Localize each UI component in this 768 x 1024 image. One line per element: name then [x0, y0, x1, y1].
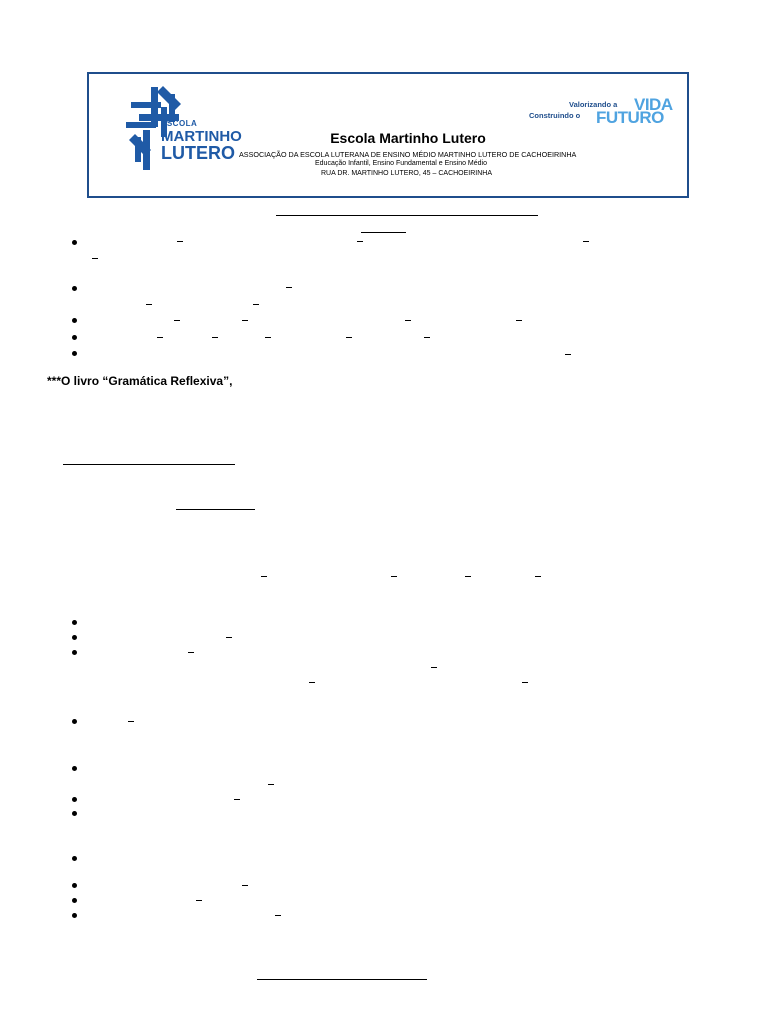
subtitle-underline [361, 232, 406, 233]
dash-mark [309, 682, 315, 683]
logo-escola-text: ESCOLA [161, 119, 198, 128]
motto [529, 94, 679, 132]
dash-mark [357, 241, 363, 242]
dash-mark [261, 576, 267, 577]
list-bullet [72, 913, 77, 918]
dash-mark [275, 915, 281, 916]
dash-mark [188, 652, 194, 653]
dash-mark [177, 241, 183, 242]
dash-mark [196, 900, 202, 901]
list-bullet [72, 883, 77, 888]
dash-mark [535, 576, 541, 577]
footer-heading-underline [257, 979, 427, 980]
school-name: Escola Martinho Lutero [330, 130, 486, 146]
dash-mark [146, 304, 152, 305]
list-bullet [72, 719, 77, 724]
dash-mark [522, 682, 528, 683]
dash-mark [516, 320, 522, 321]
dash-mark [391, 576, 397, 577]
dash-mark [565, 354, 571, 355]
dash-mark [174, 320, 180, 321]
dash-mark [128, 721, 134, 722]
list-bullet [72, 856, 77, 861]
association-line: ASSOCIAÇÃO DA ESCOLA LUTERANA DE ENSINO MÉDIO MARTINHO LUTERO DE CACHOEIRINHA [239, 150, 577, 159]
dash-mark [286, 287, 292, 288]
section-heading-underline [63, 464, 235, 465]
list-bullet [72, 335, 77, 340]
dash-mark [234, 799, 240, 800]
list-bullet [72, 811, 77, 816]
address-line: RUA DR. MARTINHO LUTERO, 45 – CACHOEIRINHA [321, 170, 493, 177]
dash-mark [268, 784, 274, 785]
dash-mark [424, 337, 430, 338]
dash-mark [242, 320, 248, 321]
dash-mark [253, 304, 259, 305]
dash-mark [226, 637, 232, 638]
dash-mark [265, 337, 271, 338]
list-bullet [72, 240, 77, 245]
list-bullet [72, 351, 77, 356]
logo-lutero-text: LUTERO [161, 143, 235, 163]
list-bullet [72, 797, 77, 802]
list-bullet [72, 635, 77, 640]
list-bullet [72, 286, 77, 291]
dash-mark [212, 337, 218, 338]
list-bullet [72, 620, 77, 625]
title-underline [276, 215, 538, 216]
dash-mark [92, 258, 98, 259]
list-bullet [72, 766, 77, 771]
motto-line-2: Construindo o [529, 111, 581, 120]
motto-line-1: Valorizando a [569, 100, 618, 109]
dash-mark [242, 885, 248, 886]
dash-mark [431, 667, 437, 668]
dash-mark [405, 320, 411, 321]
logo-martinho-text: MARTINHO [161, 128, 242, 145]
list-bullet [72, 898, 77, 903]
list-bullet [72, 318, 77, 323]
list-bullet [72, 650, 77, 655]
book-note: ***O livro “Gramática Reflexiva”, [47, 374, 233, 388]
motto-futuro: FUTURO [596, 108, 664, 127]
motto-vida: VIDA [634, 95, 673, 114]
letterhead [87, 72, 689, 198]
education-levels-line: Educação Infantil, Ensino Fundamental e Ensino Médio [315, 160, 487, 167]
dash-mark [583, 241, 589, 242]
subheading-underline [176, 509, 255, 510]
dash-mark [157, 337, 163, 338]
dash-mark [346, 337, 352, 338]
dash-mark [465, 576, 471, 577]
